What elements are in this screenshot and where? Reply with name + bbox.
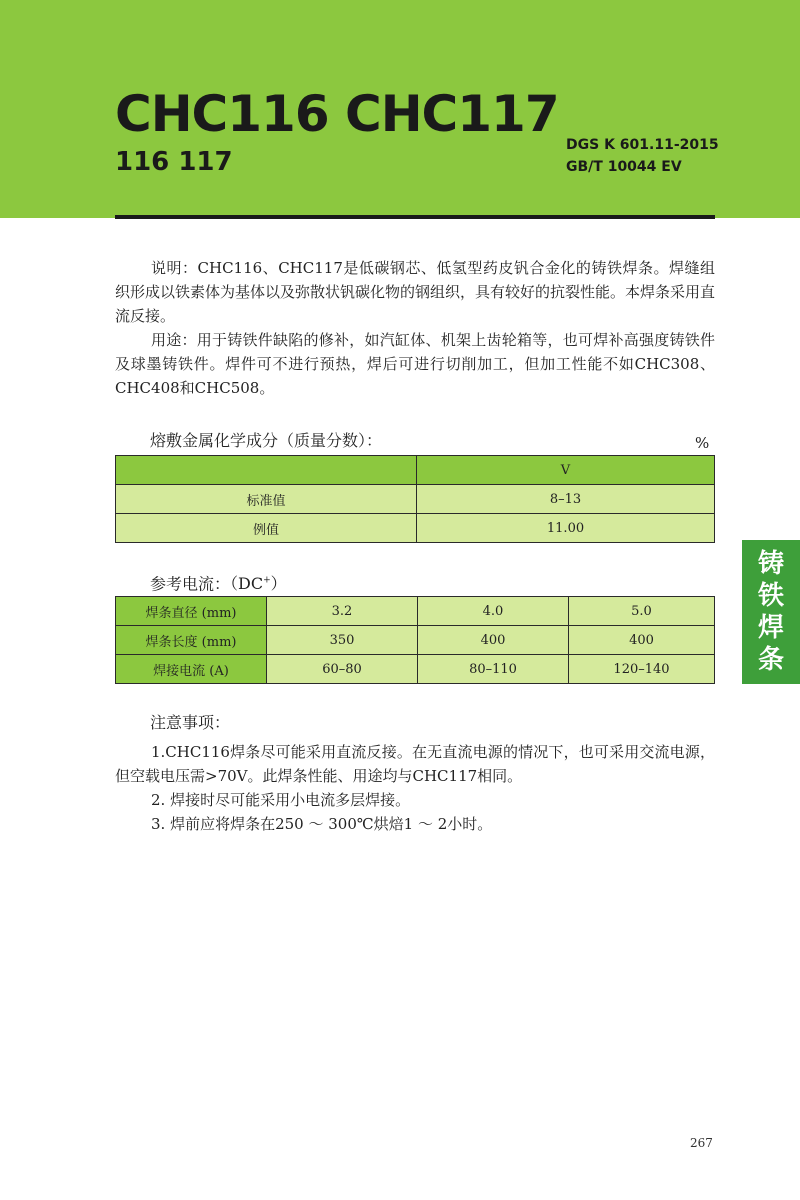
table-row [116,514,715,543]
table-cell: 3.2 [267,597,418,626]
note-item: 2. 焊接时尽可能采用小电流多层焊接。 [151,791,411,809]
side-tab-char: 焊 [757,613,784,643]
page-title: CHC116 CHC117 [115,85,559,143]
table-cell: 400 [418,626,569,655]
table-cell: 8–13 [417,485,715,514]
row-label: 标准值 [116,485,417,514]
header-rule [115,215,715,219]
description-text: CHC116、CHC117是低碳钢芯、低氢型药皮钒合金化的铸铁焊条。焊缝组织形成以铁素体为基体以及弥散状钒碳化物的钢组织，具有较好的抗裂性能。本焊条采用直流反接。 [115,259,716,325]
current-title [150,570,287,595]
table-cell: 350 [267,626,418,655]
table-cell: 120–140 [569,655,715,684]
table-cell: V [417,456,715,485]
polarity-main: （DC [230,574,264,594]
composition-title: 熔敷金属化学成分（质量分数）： [150,431,383,450]
table-row [116,456,715,485]
current-title-label: 参考电流： [150,574,231,594]
table-cell: 400 [569,626,715,655]
description-label: 说明： [151,259,198,277]
composition-unit: % [695,434,710,452]
table-cell: 5.0 [569,597,715,626]
side-tab-char: 条 [757,645,784,675]
row-label: 焊接电流 (A) [116,655,267,684]
note-item: 3. 焊前应将焊条在250 ～ 300℃烘焙1 ～ 2小时。 [151,815,493,833]
row-label: 焊条长度 (mm) [116,626,267,655]
row-label: 例值 [116,514,417,543]
table-row [116,655,715,684]
section-side-tab [742,540,800,684]
table-row [116,597,715,626]
table-cell: 80–110 [418,655,569,684]
table-cell: 11.00 [417,514,715,543]
standards-block [566,134,719,178]
composition-table [115,455,715,543]
side-tab-char: 铸 [757,549,784,579]
notes-title: 注意事项： [150,713,231,732]
usage-paragraph [115,328,715,400]
current-table [115,596,715,684]
usage-label: 用途： [151,331,197,349]
page-number: 267 [690,1136,713,1150]
side-tab-char: 铁 [757,581,784,611]
polarity-sup: + [263,576,271,586]
note-item: 1.CHC116焊条尽可能采用直流反接。在无直流电源的情况下，也可采用交流电源，但空载电压需>70V。此焊条性能、用途均与CHC117相同。 [115,743,715,785]
table-cell: 60–80 [267,655,418,684]
polarity-text [230,574,287,593]
row-label: 焊条直径 (mm) [116,597,267,626]
notes-section [115,740,715,836]
table-cell: 4.0 [418,597,569,626]
table-row [116,626,715,655]
page-subtitle: 116 117 [115,147,233,177]
intro-section [115,256,715,400]
standard-code-2: GB/T 10044 EV [566,159,682,175]
header-band [0,0,800,218]
description-paragraph [115,256,715,328]
table-cell [116,456,417,485]
standard-code-1: DGS K 601.11-2015 [566,137,719,153]
table-row [116,485,715,514]
usage-text: 用于铸铁件缺陷的修补，如汽缸体、机架上齿轮箱等，也可焊补高强度铸铁件及球墨铸铁件。焊件可不进行预热，焊后可进行切削加工，但加工性能不如CHC308、CHC408和CHC508。 [115,331,715,397]
polarity-end: ） [270,574,287,594]
